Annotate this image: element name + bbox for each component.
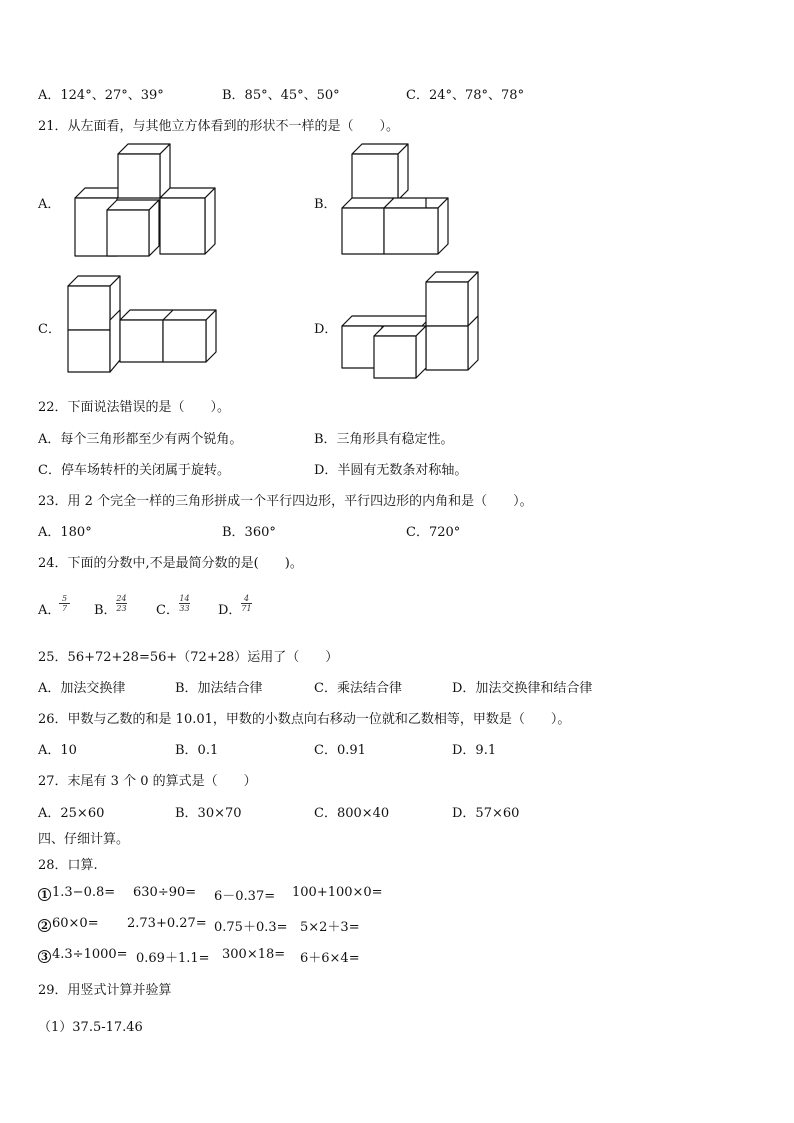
q25-option-a: A．加法交换律 [38,681,126,696]
q20-option-a: A．124°、27°、39° [38,88,164,103]
q25-option-d: D．加法交换律和结合律 [452,681,593,696]
q26-option-d: D．9.1 [452,743,497,758]
cube-figure-b [338,140,458,260]
q25-option-c: C．乘法结合律 [314,681,402,696]
q29-stem: 29．用竖式计算并验算 [38,983,172,998]
q28-item: 100+100×0= [292,885,383,900]
q24-fraction-b: 24 23 [116,594,127,613]
circled-number-2: 2 [38,919,51,932]
q26-option-c: C．0.91 [314,743,366,758]
q23-option-b: B．360° [222,525,276,540]
q26-option-a: A．10 [38,743,77,758]
q27-stem: 27．末尾有 3 个 0 的算式是（ ） [38,774,257,789]
q28-item: 5×2＋3= [300,920,360,935]
q27-option-c: C．800×40 [314,806,390,821]
q28-item: 2.73+0.27= [127,916,207,931]
q28-item: 1.3−0.8= [52,885,116,900]
q24-fraction-d: 4 71 [241,594,252,613]
q24-fraction-c: 14 33 [179,594,190,613]
cube-figure-c [64,272,224,377]
q23-option-a: A．180° [38,525,92,540]
q21-label-b: B． [314,197,337,212]
q28-row-3 [38,947,128,963]
q24-label-d: D． [218,603,242,618]
q28-item: 60×0= [52,916,99,931]
q24-label-a: A． [38,603,61,618]
q28-item: 4.3÷1000= [52,947,128,962]
circled-number-3: 3 [38,950,51,963]
q24-label-b: B． [94,603,117,618]
q26-option-b: B．0.1 [175,743,219,758]
q21-label-a: A． [38,197,61,212]
q28-item: 6－0.37= [214,889,276,904]
q22-option-a: A．每个三角形都至少有两个锐角。 [38,432,243,447]
q28-item: 300×18= [222,947,286,962]
q20-option-c: C．24°、78°、78° [406,88,525,103]
q22-option-d: D．半圆有无数条对称轴。 [314,463,468,478]
q27-option-d: D．57×60 [452,806,520,821]
q27-option-b: B．30×70 [175,806,242,821]
q23-option-c: C．720° [406,525,461,540]
q28-item: 0.69＋1.1= [136,951,210,966]
q28-item: 0.75＋0.3= [214,920,288,935]
q28-row-1 [38,885,115,901]
q25-stem: 25．56+72+28=56+（72+28）运用了（ ） [38,650,339,665]
q28-row-2 [38,916,99,932]
q20-option-b: B．85°、45°、50° [222,88,340,103]
q26-stem: 26．甲数与乙数的和是 10.01，甲数的小数点向右移动一位就和乙数相等，甲数是（ ）。 [38,712,571,727]
q22-stem: 22．下面说法错误的是（ ）。 [38,400,231,415]
cube-figure-d [340,268,485,383]
q27-option-a: A．25×60 [38,806,105,821]
q21-label-d: D． [314,322,338,337]
q24-fraction-a: 5 7 [59,594,70,613]
q21-stem: 21．从左面看，与其他立方体看到的形状不一样的是（ ）。 [38,119,400,134]
q24-label-c: C． [156,603,179,618]
q22-option-c: C．停车场转杆的关闭属于旋转。 [38,463,230,478]
q22-option-b: B．三角形具有稳定性。 [314,432,454,447]
circled-number-1: 1 [38,888,51,901]
q29-sub-1: （1）37.5-17.46 [38,1020,143,1035]
q24-stem: 24．下面的分数中,不是最简分数的是( )。 [38,556,303,571]
cube-figure-a [70,140,220,260]
q28-stem: 28．口算. [38,858,98,873]
q28-item: 6＋6×4= [300,951,360,966]
q23-stem: 23．用 2 个完全一样的三角形拼成一个平行四边形，平行四边形的内角和是（ ）。 [38,494,533,509]
q21-label-c: C． [38,322,61,337]
q28-item: 630÷90= [133,885,197,900]
q25-option-b: B．加法结合律 [175,681,263,696]
section-heading: 四、仔细计算。 [38,832,130,847]
